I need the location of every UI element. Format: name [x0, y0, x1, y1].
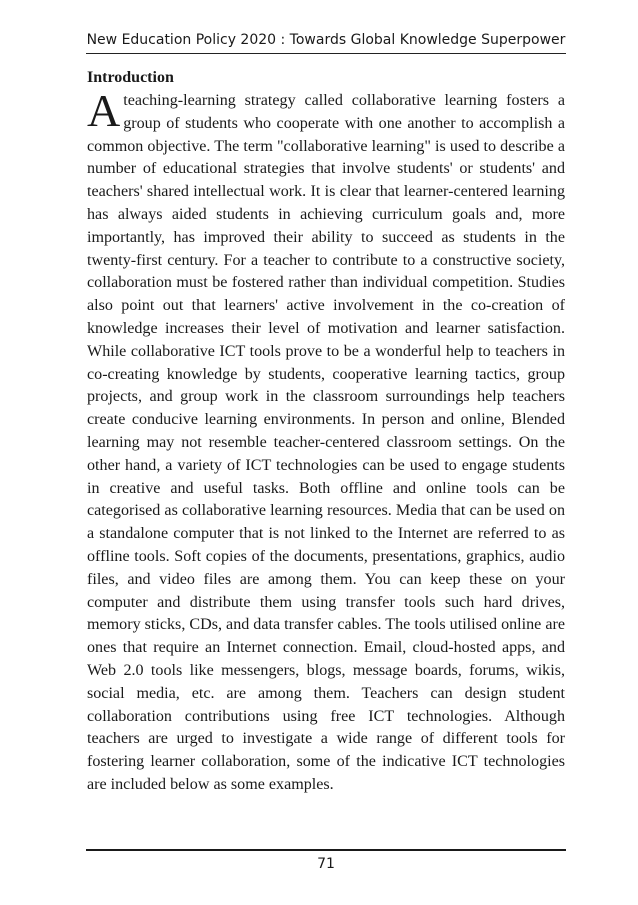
paragraph-text: teaching-learning strategy called collaborative learning fosters a group of students who cooperate with one another to accomplish a common objective. The term "collaborative learning" is used to describe a number of educational strategies that involve students' or students' and teachers' shared intellectual work. It is clear that learner-centered learning has always aided students in achieving curriculum goals and, more importantly, has improved their ability to succeed as students in the twenty-first century. For a teacher to contribute to a constructive society, collaboration must be fostered rather than individual competition. Studies also point out that learners' active involvement in the co-creation of knowledge increases their level of motivation and learner satisfaction. While collaborative ICT tools prove to be a wonderful help to teachers in co-creating knowledge by students, cooperative learning tactics, group projects, and group work in the classroom surroundings help teachers create conducive learning environments. In person and online, Blended learning may not resemble teacher-centered classroom settings. On the other hand, a variety of ICT technologies can be used to engage students in creative and useful tasks. Both offline and online tools can be categorised as collaborative learning resources. Media that can be used on a standalone computer that is not linked to the Internet are referred to as offline tools. Soft copies of the documents, presentations, graphics, audio files, and video files are among them. You can keep these on your computer and distribute them using transfer tools such hard drives, memory sticks, CDs, and data transfer cables. The tools utilised online are ones that require an Internet connection. Email, cloud-hosted apps, and Web 2.0 tools like messengers, blogs, message boards, forums, wikis, social media, etc. are among them. Teachers can design student collaboration contributions using free ICT technologies. Although teachers are urged to investigate a wide range of different tools for fostering learner collaboration, some of the indicative ICT technologies are included below as some examples.	[87, 92, 565, 793]
header-divider	[86, 53, 566, 54]
body-paragraph	[87, 85, 565, 797]
running-header: New Education Policy 2020 : Towards Global Knowledge Superpower	[86, 32, 566, 48]
page-number: 71	[317, 856, 335, 872]
drop-cap: A	[87, 85, 121, 136]
section-title: Introduction	[87, 69, 174, 86]
footer-divider	[86, 849, 566, 851]
